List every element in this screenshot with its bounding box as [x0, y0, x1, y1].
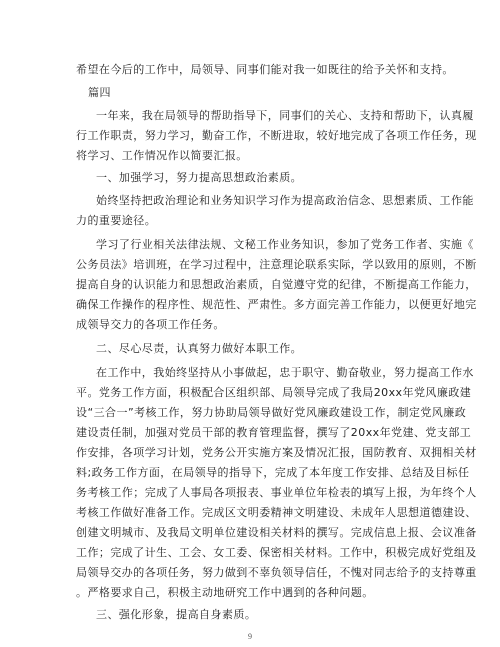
text-line: 创建文明城市、及我局文明单位建设相关材料的撰写。完成信息上报、会议准备	[76, 526, 477, 539]
text-line: 一年来，我在局领导的帮助指导下，同事们的关心、支持和帮助下，认真履	[96, 109, 474, 122]
page-number: 9	[248, 632, 252, 641]
text-line: 设“三合一”考核工作，努力协助局领导做好党风廉政建设工作，制定党风廉政	[76, 406, 467, 419]
text-line: 在工作中，我始终坚持从小事做起，忠于职守、勤奋敬业，努力提高工作水	[96, 366, 474, 379]
text-line: 始终坚持把政治理论和业务知识学习作为提高政治信念、思想素质、工作能	[96, 194, 474, 207]
text-line: 料;政务工作方面，在局领导的指导下，完成了本年度工作安排、总结及目标任	[76, 466, 470, 479]
text-line: 建设责任制，加强对党员干部的教育管理监督，撰写了20xx年党建、党支部工	[76, 426, 472, 439]
text-line: 学习了行业相关法律法规、文秘工作业务知识，参加了党务工作者、实施《	[96, 238, 474, 251]
section-heading: 篇四	[88, 86, 111, 99]
subsection-heading: 一、加强学习，努力提高思想政治素质。	[96, 171, 303, 184]
text-line: 提高自身的认识能力和思想政治素质，自觉遵守党的纪律，不断提高工作能力，	[76, 278, 477, 291]
subsection-heading: 二、尽心尽责，认真努力做好本职工作。	[96, 342, 303, 355]
text-line: 平。党务工作方面，积极配合区组织部、局领导完成了我局20xx年党风廉政建	[76, 386, 472, 399]
text-line: 将学习、工作情况作以简要汇报。	[76, 149, 248, 162]
text-line: 局领导交办的各项任务，努力做到不辜负领导信任，不愧对同志给予的支持尊重	[76, 566, 477, 579]
text-line: 作安排，各项学习计划，党务公开实施方案及情况汇报，国防教育、双拥相关材	[76, 446, 477, 459]
text-line: 公务员法》培训班，在学习过程中，注意理论联系实际，学以致用的原则，不断	[76, 258, 477, 271]
text-line: 工作；完成了计生、工会、女工委、保密相关材料。工作中，积极完成好党组及	[76, 546, 477, 559]
text-line: 力的重要途径。	[76, 214, 157, 227]
text-line: 行工作职责，努力学习，勤奋工作，不断进取，较好地完成了各项工作任务，现	[76, 129, 477, 142]
text-line: 考核工作做好准备工作。完成区文明委精神文明建设、未成年人思想道德建设、	[76, 506, 477, 519]
subsection-heading: 三、强化形象，提高自身素质。	[96, 608, 257, 621]
text-line: 成领导交力的各项工作任务。	[76, 318, 225, 331]
text-line: 确保工作操作的程序性、规范性、严肃性。多方面完善工作能力，以便更好地完	[76, 298, 477, 311]
text-line: 。严格要求自己，积极主动地研究工作中遇到的各种问题。	[76, 586, 374, 599]
text-line: 务考核工作；完成了人事局各项报表、事业单位年检表的填写上报，为年终个人	[76, 486, 477, 499]
text-line: 希望在今后的工作中，局领导、同事们能对我一如既往的给予关怀和支持。	[76, 63, 454, 76]
